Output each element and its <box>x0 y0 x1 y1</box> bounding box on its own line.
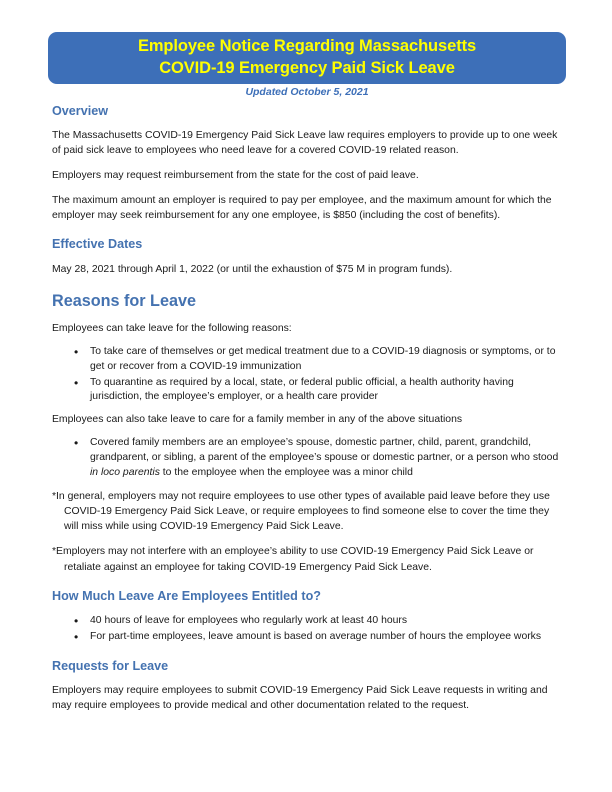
effective-dates-paragraph: May 28, 2021 through April 1, 2022 (or until the exhaustion of $75 M in program funds). <box>52 263 453 275</box>
heading-effective-dates: Effective Dates <box>52 237 143 252</box>
overview-paragraph-3: The maximum amount an employer is required to pay per employee, and the maximum amount for which the employer may seek reimbursement for any one employee, is $850 (including the cost of benefits). <box>52 194 552 221</box>
title-banner <box>48 32 566 84</box>
list-item: • 40 hours of leave for employees who regularly work at least 40 hours <box>90 614 564 629</box>
reasons-intro: Employees can take leave for the following reasons: <box>52 322 292 334</box>
document-body <box>52 104 564 713</box>
banner-title-line-1: Employee Notice Regarding Massachusetts <box>137 37 477 56</box>
updated-date: Updated October 5, 2021 <box>245 86 369 98</box>
heading-how-much-leave: How Much Leave Are Employees Entitled to? <box>52 588 321 603</box>
heading-requests-for-leave: Requests for Leave <box>52 658 169 673</box>
reasons-bullet-list <box>52 345 564 406</box>
family-member-bullet-list <box>52 436 564 481</box>
list-item: • To take care of themselves or get medical treatment due to a COVID-19 diagnosis or symptoms, or to get or recover from a COVID-19 immunization <box>90 345 560 375</box>
heading-overview: Overview <box>52 104 109 118</box>
note-paid-leave-requirement: *In general, employers may not require employees to use other types of available paid leave before they use COVID-19 Emergency Paid Sick Leave, or require employees to find someone else to cover the time they will miss while using COVID-19 Emergency Paid Sick Leave. <box>52 490 550 533</box>
heading-reasons-for-leave: Reasons for Leave <box>52 292 196 311</box>
note-no-interference: *Employers may not interfere with an employee’s ability to use COVID-19 Emergency Paid Sick Leave or retaliate against an employee for taking COVID-19 Emergency Paid Sick Leave. <box>52 546 534 573</box>
list-item: • To quarantine as required by a local, state, or federal public official, a health authority having jurisdiction, the employee’s employer, or a health care provider <box>90 376 560 406</box>
list-item: • For part-time employees, leave amount is based on average number of hours the employee works <box>90 630 564 645</box>
family-member-intro: Employees can also take leave to care for a family member in any of the above situations <box>52 414 463 426</box>
banner-title <box>138 36 476 80</box>
how-much-leave-bullet-list <box>52 614 564 645</box>
list-item <box>90 436 560 481</box>
family-bullet-text-part-2: to the employee when the employee was a minor child <box>159 466 413 478</box>
overview-paragraph-2: Employers may request reimbursement from the state for the cost of paid leave. <box>52 169 419 181</box>
overview-paragraph-1: The Massachusetts COVID-19 Emergency Paid Sick Leave law requires employers to provide up to one week of paid sick leave to employees who need leave for a covered COVID-19 related reason. <box>52 130 558 156</box>
family-bullet-italic-term: in loco parentis <box>90 466 160 478</box>
requests-for-leave-paragraph: Employers may require employees to submit COVID-19 Emergency Paid Sick Leave requests in writing and may require employees to provide medical and other documentation related to the request. <box>52 684 548 711</box>
family-bullet-text-part-1: Covered family members are an employee’s spouse, domestic partner, child, parent, grandchild, grandparent, or sibling, a parent of the employee’s spouse or domestic partner, or a person who stood <box>90 437 559 464</box>
banner-title-line-2: COVID-19 Emergency Paid Sick Leave <box>159 59 455 77</box>
